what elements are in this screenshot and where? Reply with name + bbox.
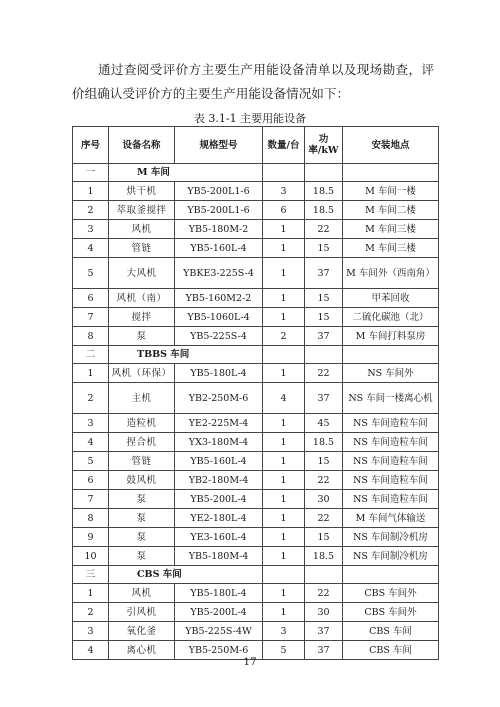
cell-qty: 1 [263,528,305,547]
table-row [73,471,439,490]
cell-name: 捏合机 [109,433,175,452]
table-row [73,433,439,452]
table-row [73,622,439,641]
cell-qty: 1 [263,471,305,490]
table-row [73,383,439,414]
cell-qty: 1 [263,239,305,258]
intro-paragraph: 通过查阅受评价方主要生产用能设备清单以及现场勘查，评价组确认受评价方的主要生产用能设备情况如下： [72,62,434,101]
header-name: 设备名称 [109,127,175,164]
section-index: 二 [73,346,109,364]
cell-no: 4 [73,641,109,660]
cell-model: YB5-180M-2 [175,220,263,239]
cell-qty: 1 [263,490,305,509]
table-row [73,584,439,603]
cell-no: 9 [73,528,109,547]
cell-site: M 车间二楼 [343,201,439,220]
empty-cell [305,566,343,584]
cell-no: 1 [73,364,109,383]
cell-name: 风机（环保） [109,364,175,383]
cell-power: 18.5 [305,182,343,201]
cell-no: 7 [73,490,109,509]
cell-power: 15 [305,308,343,327]
cell-site: CBS 车间 [343,641,439,660]
cell-no: 5 [73,258,109,289]
cell-site: M 车间三楼 [343,220,439,239]
cell-model: YB5-200L-4 [175,603,263,622]
table-row [73,490,439,509]
empty-cell [263,566,305,584]
section-row [73,346,439,364]
cell-power: 30 [305,603,343,622]
cell-model: YX3-180M-4 [175,433,263,452]
cell-model: YB5-180M-4 [175,547,263,566]
cell-name: 泵 [109,490,175,509]
cell-power: 45 [305,414,343,433]
empty-cell [343,566,439,584]
cell-no: 3 [73,220,109,239]
cell-no: 6 [73,471,109,490]
cell-name: 风机 [109,584,175,603]
cell-qty: 1 [263,258,305,289]
cell-no: 10 [73,547,109,566]
header-no: 序号 [73,127,109,164]
empty-cell [305,346,343,364]
cell-site: CBS 车间外 [343,584,439,603]
cell-no: 3 [73,622,109,641]
cell-site: NS 车间制冷机房 [343,547,439,566]
cell-site: M 车间打料泵房 [343,327,439,346]
cell-name: 大风机 [109,258,175,289]
cell-name: 管链 [109,452,175,471]
cell-no: 6 [73,289,109,308]
cell-qty: 1 [263,547,305,566]
empty-cell [305,164,343,182]
cell-qty: 1 [263,603,305,622]
cell-site: NS 车间造粒车间 [343,471,439,490]
cell-site: NS 车间造粒车间 [343,414,439,433]
empty-cell [263,346,305,364]
cell-name: 泵 [109,547,175,566]
cell-site: M 车间一楼 [343,182,439,201]
cell-qty: 1 [263,433,305,452]
cell-power: 37 [305,383,343,414]
cell-no: 8 [73,509,109,528]
table-row [73,414,439,433]
cell-model: YB5-200L1-6 [175,201,263,220]
table-caption: 表 3.1-1 主要用能设备 [193,112,307,125]
cell-qty: 1 [263,308,305,327]
cell-name: 鼓风机 [109,471,175,490]
cell-name: 引风机 [109,603,175,622]
cell-name: 烘干机 [109,182,175,201]
table-row [73,327,439,346]
cell-power: 22 [305,509,343,528]
table-body [73,164,439,660]
cell-qty: 1 [263,414,305,433]
cell-qty: 1 [263,584,305,603]
cell-model: YB5-225S-4 [175,327,263,346]
cell-model: YB5-160L-4 [175,452,263,471]
cell-name: 搅拌 [109,308,175,327]
equipment-table [72,126,439,660]
cell-model: YB5-180L-4 [175,364,263,383]
cell-site: 甲苯回收 [343,289,439,308]
cell-site: CBS 车间 [343,622,439,641]
cell-model: YB5-1060L-4 [175,308,263,327]
cell-site: NS 车间造粒车间 [343,433,439,452]
cell-power: 15 [305,289,343,308]
cell-model: YB5-250M-6 [175,641,263,660]
cell-no: 2 [73,383,109,414]
cell-site: NS 车间造粒车间 [343,452,439,471]
cell-qty: 6 [263,201,305,220]
cell-name: 主机 [109,383,175,414]
cell-model: YB2-250M-6 [175,383,263,414]
cell-qty: 4 [263,383,305,414]
table-row [73,364,439,383]
cell-name: 泵 [109,327,175,346]
cell-qty: 1 [263,364,305,383]
header-qty: 数量/台 [263,127,305,164]
cell-site: NS 车间造粒车间 [343,490,439,509]
table-row [73,308,439,327]
empty-cell [343,346,439,364]
cell-no: 4 [73,433,109,452]
cell-power: 15 [305,452,343,471]
table-row [73,182,439,201]
table-row [73,528,439,547]
cell-name: 氧化釜 [109,622,175,641]
empty-cell [343,164,439,182]
cell-power: 18.5 [305,433,343,452]
cell-power: 15 [305,528,343,547]
cell-name: 泵 [109,509,175,528]
cell-power: 18.5 [305,547,343,566]
cell-no: 2 [73,603,109,622]
section-row [73,164,439,182]
section-index: 一 [73,164,109,182]
header-site: 安装地点 [343,127,439,164]
cell-power: 22 [305,471,343,490]
cell-model: YB5-160M2-2 [175,289,263,308]
cell-name: 风机（南） [109,289,175,308]
cell-qty: 1 [263,452,305,471]
table-row [73,239,439,258]
cell-model: YB5-160L-4 [175,239,263,258]
cell-power: 18.5 [305,201,343,220]
section-title: TBBS 车间 [109,346,263,364]
cell-site: M 车间气体输送 [343,509,439,528]
cell-power: 22 [305,220,343,239]
table-row [73,547,439,566]
cell-name: 风机 [109,220,175,239]
cell-site: NS 车间外 [343,364,439,383]
cell-site: 二硫化碳池（北） [343,308,439,327]
table-row [73,603,439,622]
table-row [73,220,439,239]
cell-model: YB2-180M-4 [175,471,263,490]
cell-power: 22 [305,584,343,603]
cell-qty: 3 [263,622,305,641]
table-row [73,201,439,220]
table-row [73,289,439,308]
cell-name: 造粒机 [109,414,175,433]
section-row [73,566,439,584]
header-model: 规格型号 [175,127,263,164]
cell-site: CBS 车间外 [343,603,439,622]
cell-model: YB5-225S-4W [175,622,263,641]
section-index: 三 [73,566,109,584]
section-title: CBS 车间 [109,566,263,584]
cell-name: 萃取釜搅拌 [109,201,175,220]
section-title: M 车间 [109,164,263,182]
cell-model: YE2-180L-4 [175,509,263,528]
table-row [73,258,439,289]
cell-no: 8 [73,327,109,346]
cell-qty: 1 [263,289,305,308]
cell-power: 15 [305,239,343,258]
page-number: 17 [243,656,257,668]
cell-no: 1 [73,584,109,603]
cell-site: M 车间外（西南角） [343,258,439,289]
cell-no: 5 [73,452,109,471]
cell-site: NS 车间一楼离心机 [343,383,439,414]
cell-power: 30 [305,490,343,509]
empty-cell [263,164,305,182]
cell-site: M 车间三楼 [343,239,439,258]
cell-qty: 2 [263,327,305,346]
cell-qty: 1 [263,220,305,239]
cell-power: 37 [305,258,343,289]
cell-model: YB5-180L-4 [175,584,263,603]
cell-no: 1 [73,182,109,201]
cell-power: 37 [305,622,343,641]
cell-name: 管链 [109,239,175,258]
cell-model: YE3-160L-4 [175,528,263,547]
cell-site: NS 车间制冷机房 [343,528,439,547]
cell-no: 3 [73,414,109,433]
table-row [73,452,439,471]
cell-qty: 5 [263,641,305,660]
table-row [73,509,439,528]
cell-no: 7 [73,308,109,327]
cell-power: 22 [305,364,343,383]
table-header-row [73,127,439,164]
cell-model: YB5-200L-4 [175,490,263,509]
header-power: 功 率/kW [305,127,343,164]
cell-name: 离心机 [109,641,175,660]
cell-power: 37 [305,641,343,660]
cell-model: YBKE3-225S-4 [175,258,263,289]
cell-no: 4 [73,239,109,258]
cell-no: 2 [73,201,109,220]
cell-model: YE2-225M-4 [175,414,263,433]
cell-name: 泵 [109,528,175,547]
cell-model: YB5-200L1-6 [175,182,263,201]
cell-power: 37 [305,327,343,346]
cell-qty: 3 [263,182,305,201]
cell-qty: 1 [263,509,305,528]
